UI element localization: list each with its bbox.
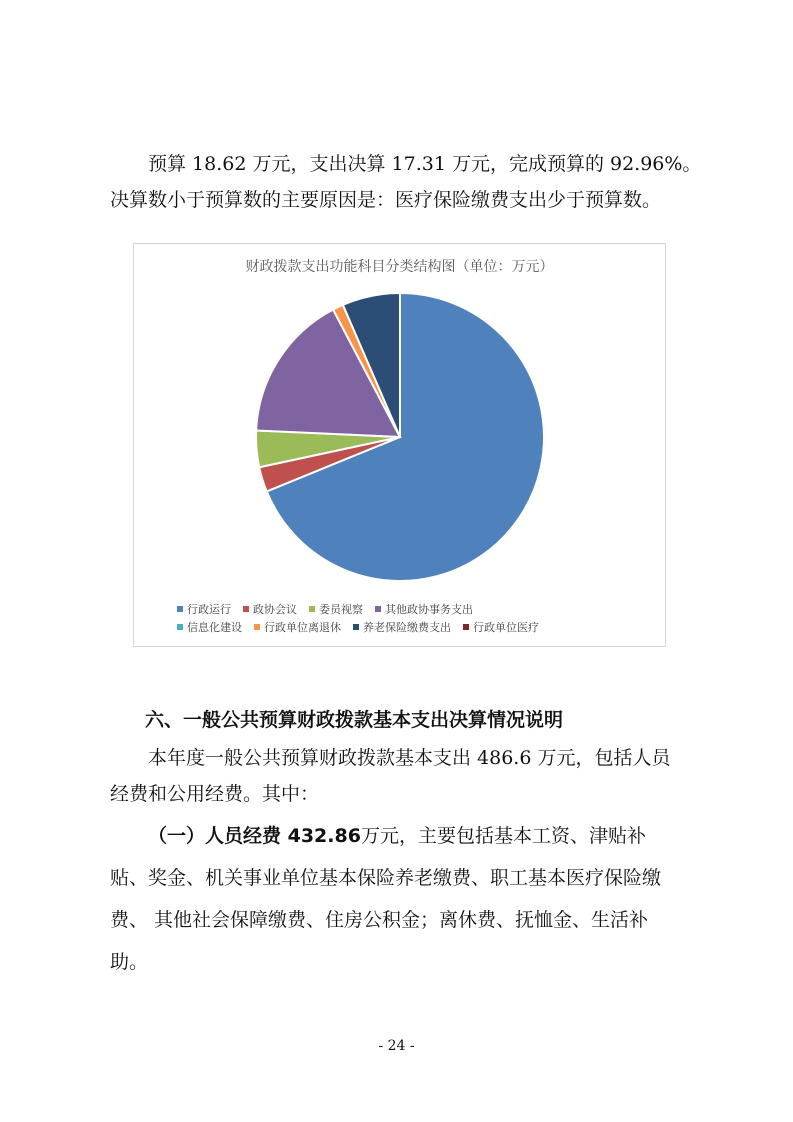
legend-label: 行政单位离退休 — [264, 621, 341, 634]
bold-label: （一）人员经费 432.86 — [148, 825, 361, 847]
legend-label: 信息化建设 — [187, 621, 242, 634]
legend-swatch — [309, 606, 315, 612]
legend-item — [353, 619, 451, 635]
pie-chart-canvas — [134, 244, 667, 648]
legend-label: 委员视察 — [319, 603, 363, 616]
legend-swatch — [254, 624, 260, 630]
legend-row — [177, 600, 657, 618]
legend-item — [375, 601, 473, 617]
paragraph-line: 决算数小于预算数的主要原因是：医疗保险缴费支出少于预算数。 — [110, 189, 662, 211]
page-number: - 24 - — [378, 1038, 415, 1054]
paragraph-line: 本年度一般公共预算财政拨款基本支出 486.6 万元，包括人员 — [148, 747, 671, 769]
legend-label: 政协会议 — [253, 603, 297, 616]
legend-item — [309, 601, 363, 617]
legend-label: 养老保险缴费支出 — [363, 621, 451, 634]
pie-chart — [133, 243, 666, 647]
legend-swatch — [243, 606, 249, 612]
paragraph-line: 助。 — [110, 951, 149, 973]
chart-legend — [177, 600, 657, 636]
legend-label: 行政运行 — [187, 603, 231, 616]
legend-item — [177, 601, 231, 617]
legend-swatch — [177, 606, 183, 612]
paragraph-line: 费、 其他社会保障缴费、住房公积金；离休费、抚恤金、生活补 — [110, 909, 649, 931]
paragraph-text: 万元，主要包括基本工资、津贴补 — [360, 825, 646, 847]
legend-row — [177, 618, 657, 636]
legend-item — [463, 619, 539, 635]
paragraph-line: 预算 18.62 万元，支出决算 17.31 万元，完成预算的 92.96%。 — [148, 153, 702, 175]
paragraph-line: 经费和公用经费。其中： — [110, 783, 320, 805]
legend-label: 其他政协事务支出 — [385, 603, 473, 616]
legend-item — [254, 619, 341, 635]
legend-item — [177, 619, 242, 635]
legend-swatch — [177, 624, 183, 630]
legend-swatch — [463, 624, 469, 630]
section-heading: 六、一般公共预算财政拨款基本支出决算情况说明 — [145, 709, 564, 731]
legend-swatch — [375, 606, 381, 612]
chart-title: 财政拨款支出功能科目分类结构图（单位：万元） — [245, 259, 554, 275]
legend-item — [243, 601, 297, 617]
legend-swatch — [353, 624, 359, 630]
paragraph-line — [148, 818, 738, 854]
paragraph-line: 贴、奖金、机关事业单位基本保险养老缴费、职工基本医疗保险缴 — [110, 867, 662, 889]
legend-label: 行政单位医疗 — [473, 621, 539, 634]
